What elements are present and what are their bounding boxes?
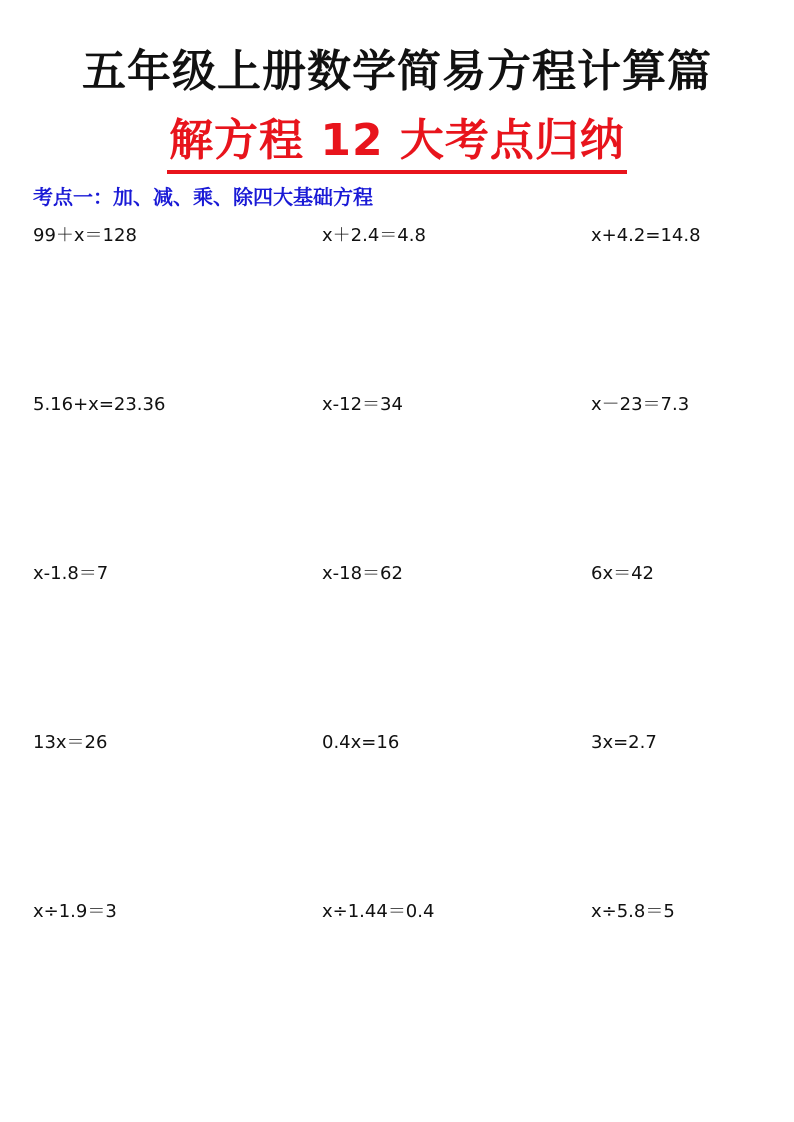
equation-r4-c1: 13x＝26 — [33, 732, 108, 753]
equation-r3-c1: x-1.8＝7 — [33, 563, 109, 584]
equation-r1-c3: x+4.2=14.8 — [591, 225, 701, 246]
equation-r5-c2: x÷1.44＝0.4 — [322, 901, 435, 922]
equation-r5-c3: x÷5.8＝5 — [591, 901, 675, 922]
equation-r3-c2: x-18＝62 — [322, 563, 403, 584]
equation-r5-c1: x÷1.9＝3 — [33, 901, 117, 922]
equation-r2-c2: x-12＝34 — [322, 394, 403, 415]
page-subtitle: 解方程 12 大考点归纳 — [167, 112, 627, 174]
section-heading: 考点一：加、减、乘、除四大基础方程 — [33, 185, 373, 209]
equation-r2-c3: x－23＝7.3 — [591, 394, 690, 415]
equation-r1-c1: 99＋x＝128 — [33, 225, 137, 246]
equation-r3-c3: 6x＝42 — [591, 563, 655, 584]
equation-r4-c3: 3x=2.7 — [591, 732, 657, 753]
equation-r1-c2: x＋2.4＝4.8 — [322, 225, 426, 246]
subtitle-container — [0, 112, 794, 174]
equation-r2-c1: 5.16+x=23.36 — [33, 394, 166, 415]
page-title: 五年级上册数学简易方程计算篇 — [82, 46, 712, 97]
equation-r4-c2: 0.4x=16 — [322, 732, 400, 753]
